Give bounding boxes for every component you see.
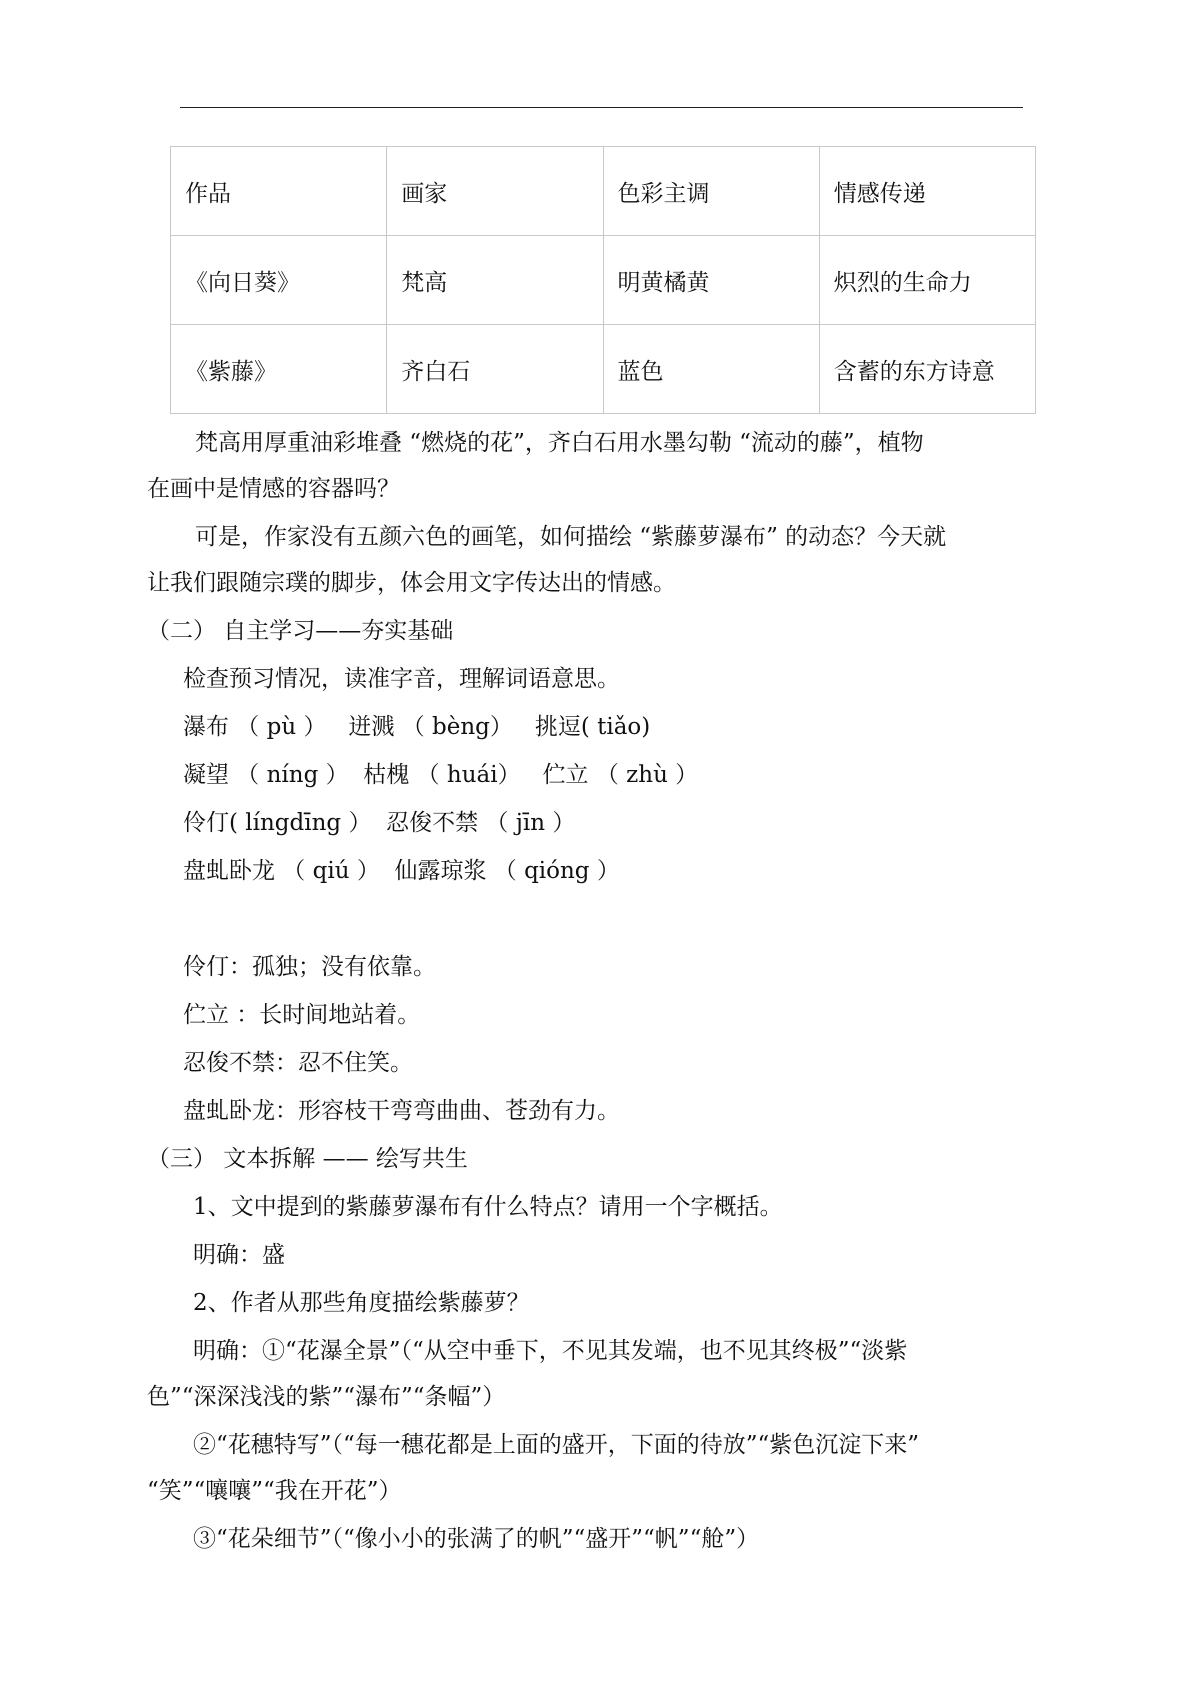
section-heading: （三） 文本拆解 —— 绘写共生 bbox=[147, 1146, 468, 1172]
definition-line: 伫立 ：长时间地站着。 bbox=[183, 1002, 421, 1028]
table-header-cell: 作品 bbox=[171, 147, 387, 236]
table-cell: 《向日葵》 bbox=[171, 236, 387, 325]
table-cell: 炽烈的生命力 bbox=[819, 236, 1035, 325]
table-cell: 梵高 bbox=[387, 236, 603, 325]
table-cell: 含蓄的东方诗意 bbox=[819, 325, 1035, 414]
table-header-cell: 画家 bbox=[387, 147, 603, 236]
paragraph-line: 在画中是情感的容器吗？ bbox=[147, 476, 400, 502]
table-header-cell: 色彩主调 bbox=[603, 147, 819, 236]
definition-line: 盘虬卧龙：形容枝干弯弯曲曲、苍劲有力。 bbox=[183, 1098, 620, 1124]
table-cell: 蓝色 bbox=[603, 325, 819, 414]
paragraph-line: 梵高用厚重油彩堆叠 “燃烧的花”，齐白石用水墨勾勒 “流动的藤”，植物 bbox=[195, 430, 924, 456]
pinyin-line: 伶仃( língdīng ） 忍俊不禁 （ jīn ） bbox=[183, 810, 576, 836]
definition-line: 伶仃：孤独；没有依靠。 bbox=[183, 954, 436, 980]
answer-line: ③“花朵细节”（“像小小的张满了的帆”“盛开”“帆”“舱”） bbox=[193, 1526, 760, 1552]
table-row bbox=[171, 325, 1036, 414]
section-heading: （二） 自主学习——夯实基础 bbox=[147, 618, 454, 644]
answer-line: 明确：①“花瀑全景”（“从空中垂下，不见其发端，也不见其终极”“淡紫 bbox=[193, 1338, 908, 1364]
pinyin-line: 瀑布 （ pù ） 迸溅 （ bèng） 挑逗( tiǎo) bbox=[183, 714, 651, 740]
table-row bbox=[171, 236, 1036, 325]
paragraph-line: 检查预习情况，读准字音，理解词语意思。 bbox=[183, 666, 620, 692]
answer-line: “笑”“嚷嚷”“我在开花”） bbox=[147, 1478, 402, 1504]
table-header-row bbox=[171, 147, 1036, 236]
paragraph-line: 可是，作家没有五颜六色的画笔，如何描绘 “紫藤萝瀑布” 的动态？今天就 bbox=[195, 524, 947, 550]
question-line: 2、作者从那些角度描绘紫藤萝？ bbox=[193, 1290, 530, 1316]
question-line: 1、文中提到的紫藤萝瀑布有什么特点？请用一个字概括。 bbox=[193, 1194, 783, 1220]
table-cell: 《紫藤》 bbox=[171, 325, 387, 414]
answer-line: 色”“深深浅浅的紫”“瀑布”“条幅”） bbox=[147, 1384, 506, 1410]
pinyin-line: 盘虬卧龙 （ qiú ） 仙露琼浆 （ qióng ） bbox=[183, 858, 620, 884]
header-rule bbox=[180, 107, 1023, 108]
answer-line: 明确：盛 bbox=[193, 1242, 285, 1268]
table-cell: 明黄橘黄 bbox=[603, 236, 819, 325]
answer-line: ②“花穗特写”（“每一穗花都是上面的盛开，下面的待放”“紫色沉淀下来” bbox=[193, 1432, 920, 1458]
paragraph-line: 让我们跟随宗璞的脚步，体会用文字传达出的情感。 bbox=[147, 570, 676, 596]
pinyin-line: 凝望 （ níng ） 枯槐 （ huái） 伫立 （ zhù ） bbox=[183, 762, 699, 788]
table-cell: 齐白石 bbox=[387, 325, 603, 414]
table-header-cell: 情感传递 bbox=[819, 147, 1035, 236]
definition-line: 忍俊不禁：忍不住笑。 bbox=[183, 1050, 413, 1076]
painting-comparison-table bbox=[170, 146, 1036, 414]
